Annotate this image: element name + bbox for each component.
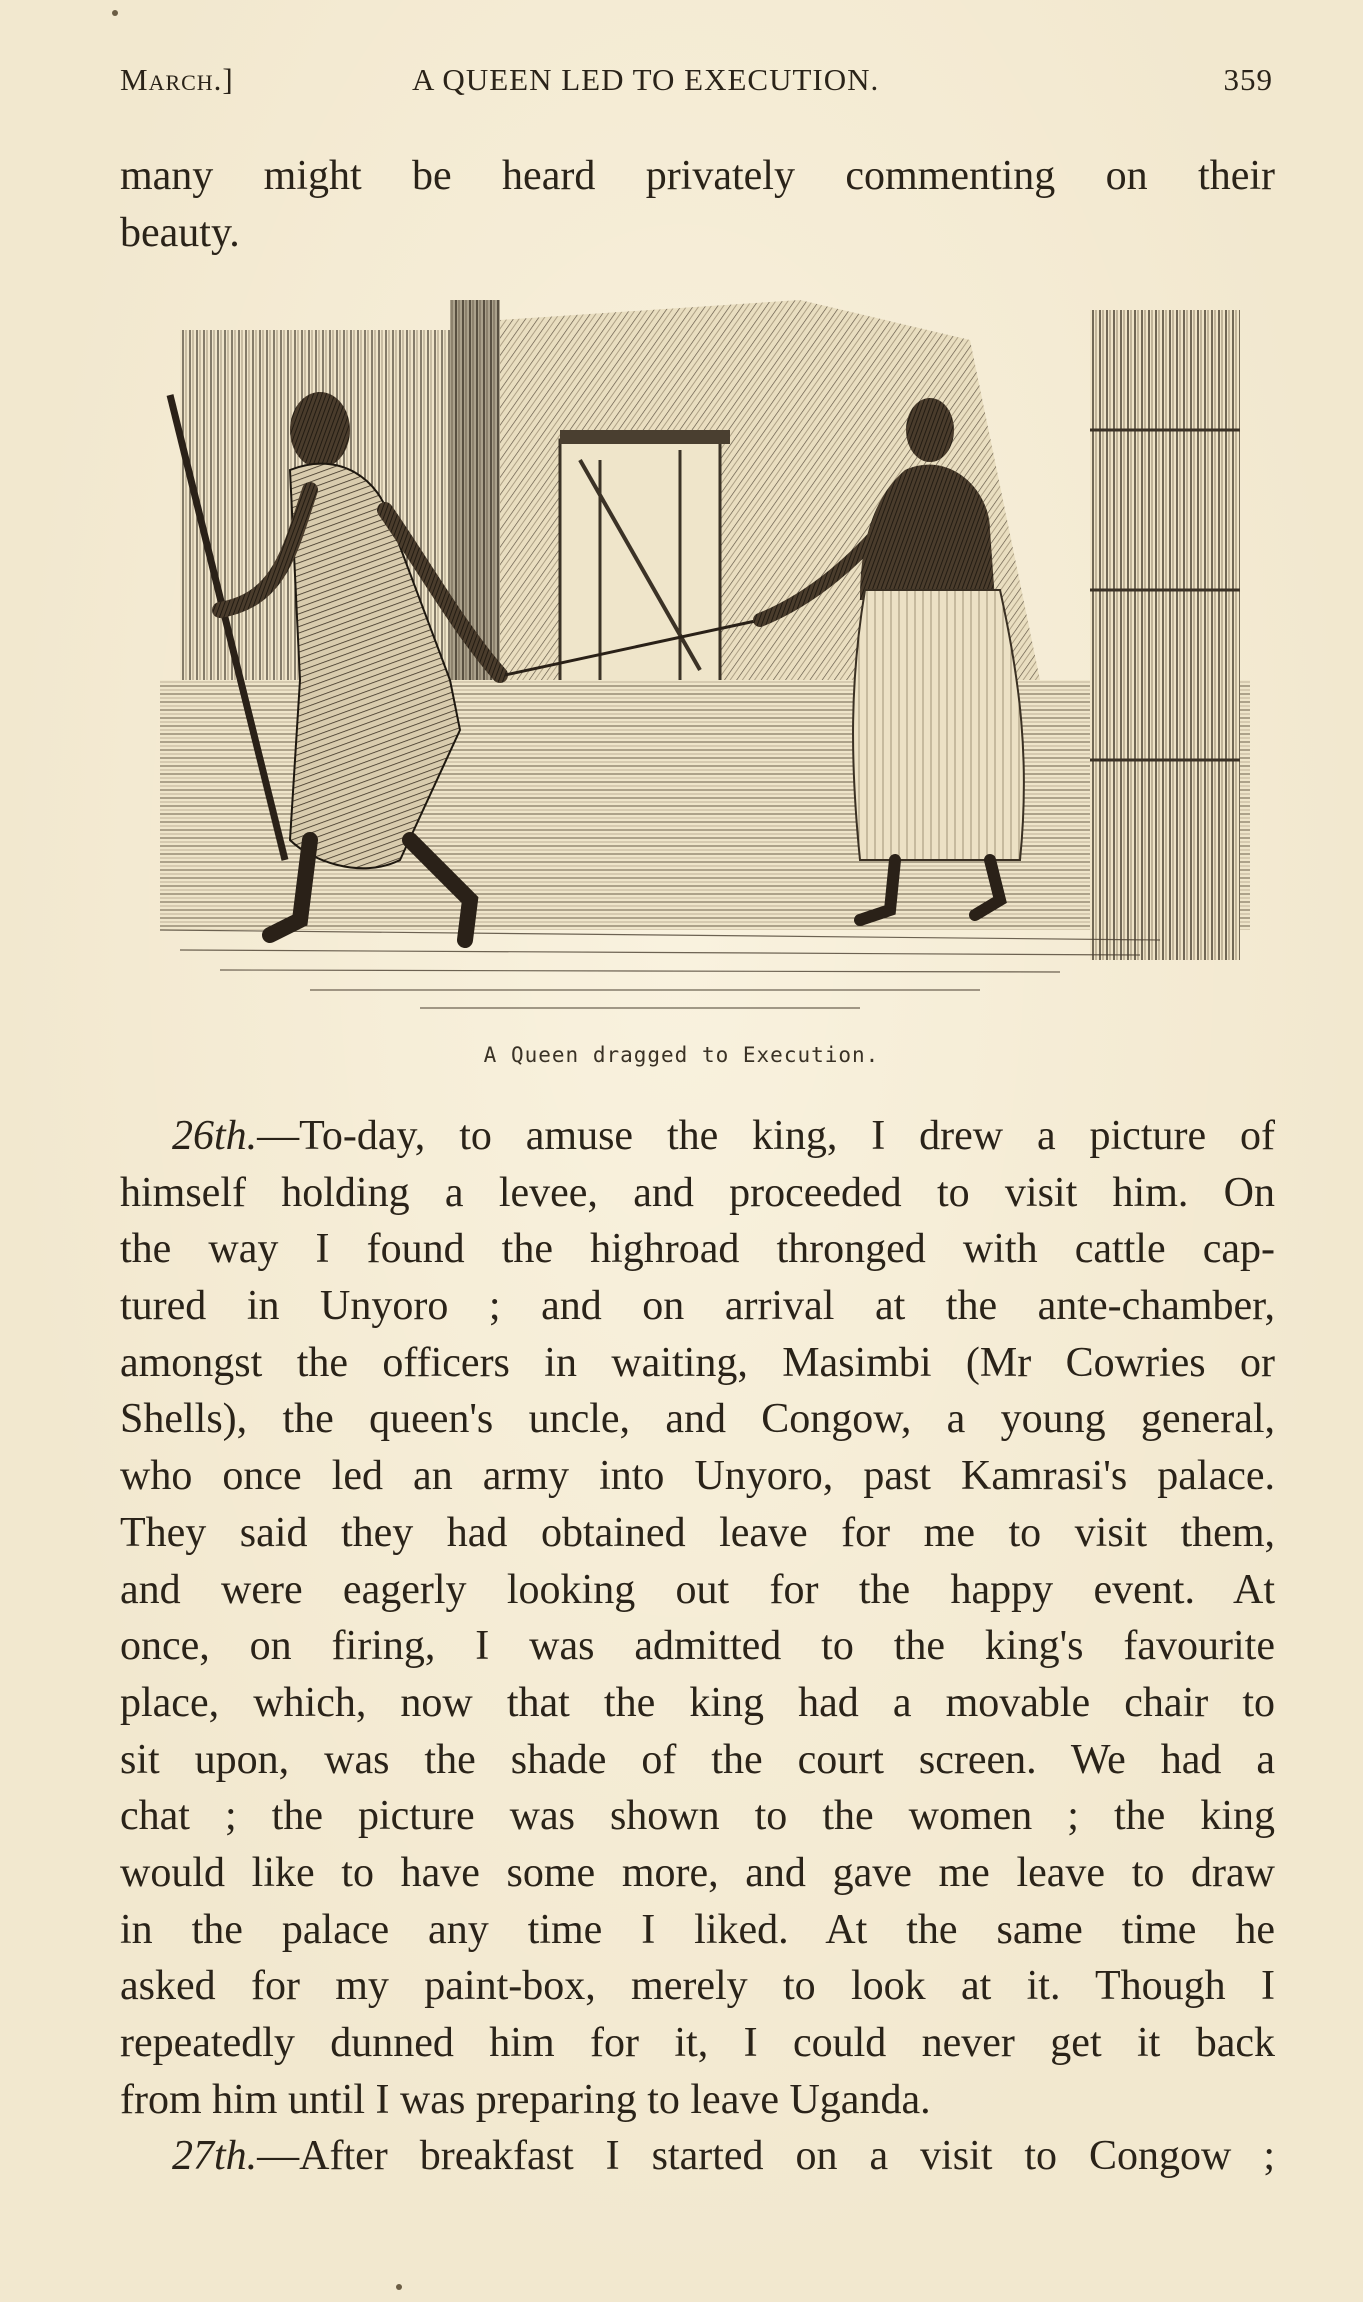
text-line: the way I found the highroad thronged with cattle cap-: [120, 1226, 1275, 1273]
text-line: chat ; the picture was shown to the women ; the king: [120, 1793, 1275, 1840]
entry-text: —After breakfast I started on a visit to Congow ;: [257, 2133, 1275, 2179]
top-paragraph: [120, 148, 1275, 261]
text-line: once, on firing, I was admitted to the king's favourite: [120, 1623, 1275, 1670]
entry-date: 27th.: [172, 2133, 258, 2179]
text-line: Shells), the queen's uncle, and Congow, a young general,: [120, 1396, 1275, 1443]
print-speck: [112, 10, 118, 16]
text-line: tured in Unyoro ; and on arrival at the ante-chamber,: [120, 1283, 1275, 1330]
entry-date: 26th.: [172, 1113, 258, 1159]
text-line: who once led an army into Unyoro, past Kamrasi's palace.: [120, 1453, 1275, 1500]
text-line: and were eagerly looking out for the happy event. At: [120, 1566, 1275, 1613]
text-line: from him until I was preparing to leave Uganda.: [120, 2076, 931, 2123]
text-line: amongst the officers in waiting, Masimbi (Mr Cowries or: [120, 1339, 1275, 1386]
header-title: A QUEEN LED TO EXECUTION.: [412, 62, 880, 97]
text-line: [120, 1108, 1275, 1165]
entry-text: —To-day, to amuse the king, I drew a picture of: [257, 1113, 1275, 1159]
text-line: himself holding a levee, and proceeded to visit him. On: [120, 1169, 1275, 1216]
text-line: repeatedly dunned him for it, I could never get it back: [120, 2020, 1275, 2066]
entry-27-paragraph: [120, 2128, 1275, 2185]
text-line: asked for my paint-box, merely to look at it. Though I: [120, 1963, 1275, 2010]
text-line: They said they had obtained leave for me to visit them,: [120, 1509, 1275, 1556]
text-line: in the palace any time I liked. At the same time he: [120, 1906, 1275, 1953]
figure-caption: A Queen dragged to Execution.: [483, 1043, 880, 1067]
text-line: sit upon, was the shade of the court screen. We had a: [120, 1736, 1275, 1783]
entry-26-paragraph: [120, 1108, 1275, 2128]
text-line: beauty.: [120, 209, 240, 256]
reed-fence-right: [1090, 310, 1240, 960]
header-month: March.]: [120, 62, 234, 97]
page-number: 359: [1223, 62, 1273, 97]
text-line: would like to have some more, and gave me leave to draw: [120, 1849, 1275, 1896]
text-line: [120, 2128, 1275, 2185]
ground-hatching: [160, 930, 1160, 1008]
text-line: many might be heard privately commenting on their: [120, 153, 1275, 199]
running-header: [120, 62, 1273, 106]
text-line: place, which, now that the king had a movable chair to: [120, 1679, 1275, 1726]
engraving-illustration: [160, 300, 1250, 1020]
print-speck: [396, 2284, 402, 2290]
